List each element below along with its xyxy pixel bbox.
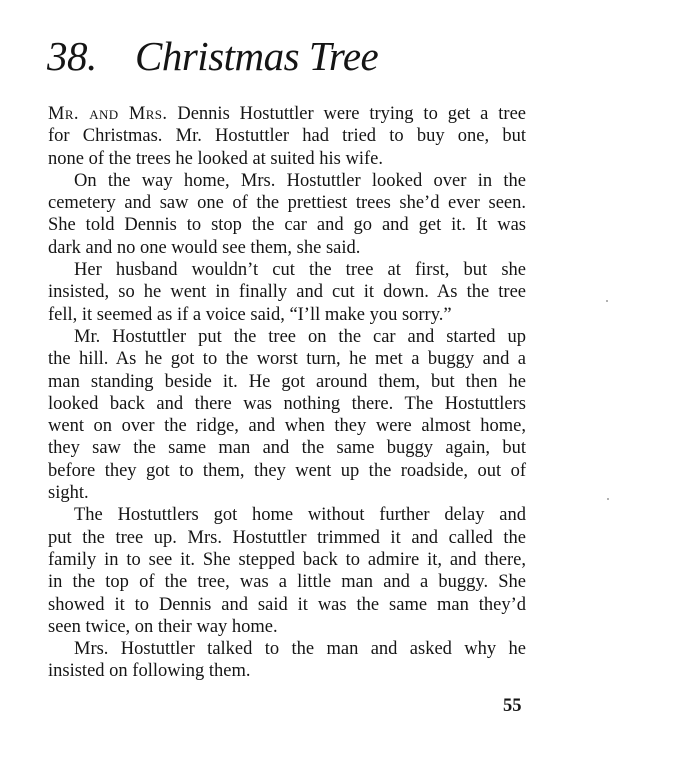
text-line: the hill. As he got to the worst turn, he met a buggy and a bbox=[48, 349, 526, 370]
chapter-heading bbox=[47, 30, 378, 82]
text-line: before they got to them, they went up the roadside, out of bbox=[48, 460, 526, 481]
text-line: man standing beside it. He got around them, but then he bbox=[48, 371, 526, 392]
text-line bbox=[48, 103, 526, 125]
text-line: put the tree up. Mrs. Hostuttler trimmed it and called the bbox=[48, 527, 526, 548]
paragraph-start-line: Her husband wouldn’t cut the tree at first, but she bbox=[74, 260, 526, 281]
text-line: insisted on following them. bbox=[48, 661, 251, 682]
story-text bbox=[48, 103, 526, 683]
opening-small-caps: Mr. and Mrs. bbox=[48, 104, 168, 124]
paragraph-start-line: The Hostuttlers got home without further delay and bbox=[74, 505, 526, 526]
paragraph-start-line: Mrs. Hostuttler talked to the man and asked why he bbox=[74, 639, 526, 660]
text-line: She told Dennis to stop the car and go and get it. It was bbox=[48, 215, 526, 236]
text-line: none of the trees he looked at suited his wife. bbox=[48, 148, 383, 169]
text-line: insisted, so he went in finally and cut it down. As the tree bbox=[48, 282, 526, 303]
text-line: cemetery and saw one of the prettiest trees she’d ever seen. bbox=[48, 193, 526, 214]
text-line: for Christmas. Mr. Hostuttler had tried to buy one, but bbox=[48, 126, 526, 147]
paragraph-start-line: On the way home, Mrs. Hostuttler looked over in the bbox=[74, 170, 526, 191]
paragraph-start-line: Mr. Hostuttler put the tree on the car and started up bbox=[74, 326, 526, 347]
text-line: family in to see it. She stepped back to admire it, and there, bbox=[48, 549, 526, 570]
opening-line-rest: Dennis Hostuttler were trying to get a tree bbox=[167, 104, 527, 124]
page-number: 55 bbox=[503, 696, 522, 716]
text-line: sight. bbox=[48, 483, 89, 504]
text-line: showed it to Dennis and said it was the same man they’d bbox=[48, 594, 526, 615]
chapter-title: Christmas Tree bbox=[135, 33, 379, 79]
text-line: fell, it seemed as if a voice said, “I’ll make you sorry.” bbox=[48, 304, 452, 325]
text-line: dark and no one would see them, she said. bbox=[48, 237, 361, 258]
paper-speck bbox=[607, 498, 609, 500]
text-line: went on over the ridge, and when they were almost home, bbox=[48, 416, 526, 437]
chapter-number: 38. bbox=[47, 33, 97, 79]
paper-speck bbox=[606, 300, 608, 302]
text-line: looked back and there was nothing there. The Hostuttlers bbox=[48, 393, 526, 414]
text-line: in the top of the tree, was a little man and a buggy. She bbox=[48, 572, 526, 593]
text-line: seen twice, on their way home. bbox=[48, 616, 278, 637]
text-line: they saw the same man and the same buggy again, but bbox=[48, 438, 526, 459]
